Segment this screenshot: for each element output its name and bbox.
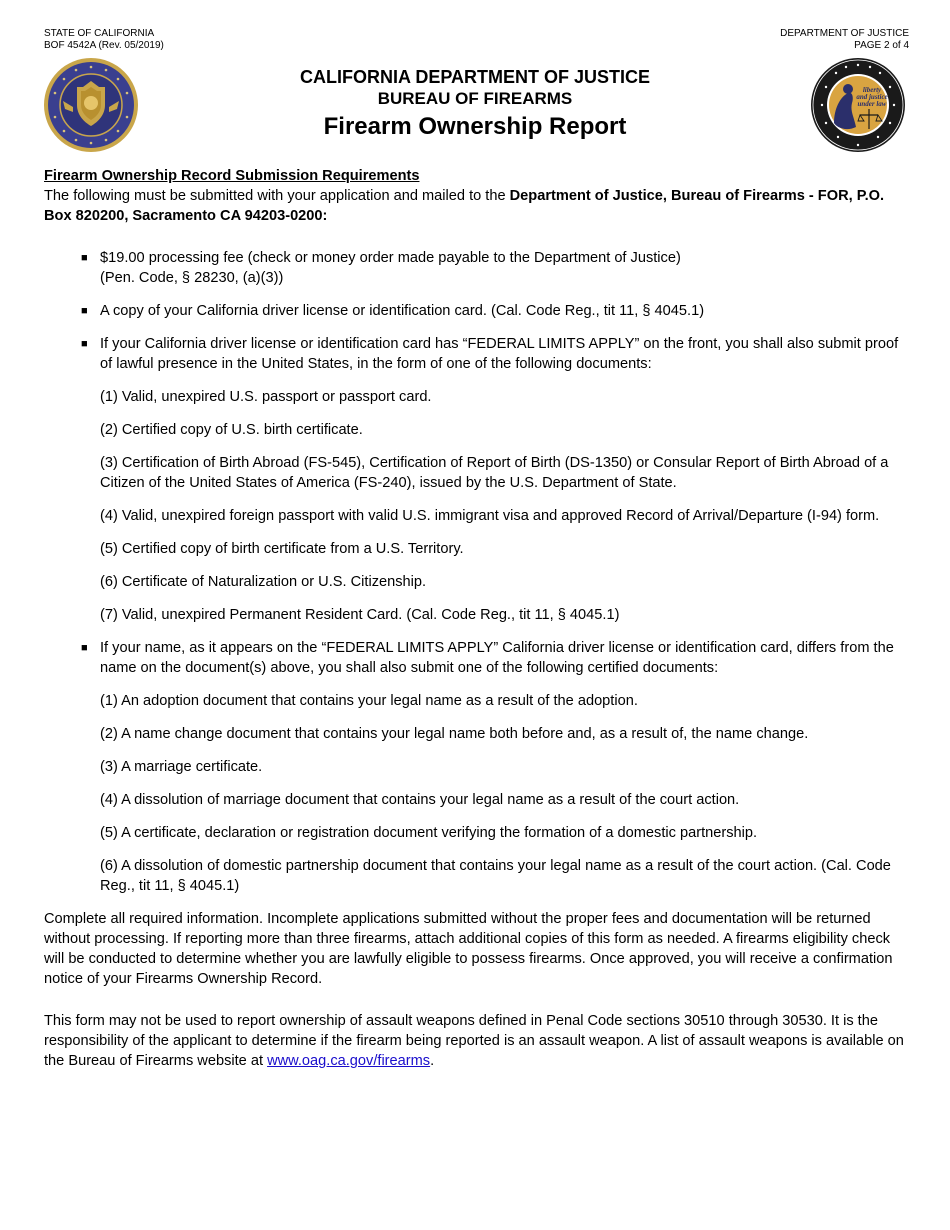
firearms-website-link[interactable]: www.oag.ca.gov/firearms (267, 1053, 431, 1069)
state-label: STATE OF CALIFORNIA (44, 28, 155, 39)
document-option: (7) Valid, unexpired Permanent Resident Card. (Cal. Code Reg., tit 11, § 4045.1) (100, 607, 620, 623)
assault-weapons-text: This form may not be used to report ownership of assault weapons defined in Penal Code sections 30510 through 30530. It is the responsibility of the applicant to determine if the firearm being reported is an assault weapon. A list of assault weapons is available on the Bureau of Firearms website at (44, 1013, 904, 1069)
form-title-block (200, 66, 750, 142)
assault-weapons-paragraph (44, 1011, 908, 1071)
intro-text: The following must be submitted with your application and mailed to the (44, 188, 510, 204)
certified-document-option: (1) An adoption document that contains your legal name as a result of the adoption. (100, 693, 638, 709)
instructions-paragraph: Complete all required information. Incomplete applications submitted without the proper fees and documentation will be returned without processing. If reporting more than three firearms, attach additional copies of this form as needed. A firearms eligibility check will be conducted to determine whether you are lawfully eligible to possess firearms. Once approved, you will receive a confirmation notice of your Firearms Ownership Record. (44, 911, 893, 987)
certified-document-option: (5) A certificate, declaration or registration document verifying the formation of a domestic partnership. (100, 825, 758, 841)
requirement-item (44, 334, 908, 625)
document-option: (5) Certified copy of birth certificate from a U.S. Territory. (100, 541, 464, 557)
document-option: (1) Valid, unexpired U.S. passport or passport card. (100, 389, 432, 405)
seal-motto-line1: liberty (862, 86, 882, 94)
doj-seal-icon (43, 57, 139, 153)
seal-motto-line3: under law (857, 100, 887, 108)
document-option: (2) Certified copy of U.S. birth certificate. (100, 422, 363, 438)
section-heading: Firearm Ownership Record Submission Requirements (44, 168, 420, 184)
certified-document-option: (4) A dissolution of marriage document that contains your legal name as a result of the court action. (100, 792, 740, 808)
intro-paragraph (44, 186, 908, 226)
requirement-fee-citation: (Pen. Code, § 28230, (a)(3)) (100, 270, 284, 286)
document-option: (4) Valid, unexpired foreign passport with valid U.S. immigrant visa and approved Record of Arrival/Departure (I-94) form. (100, 508, 880, 524)
bullet-square-icon: ■ (81, 642, 88, 654)
bullet-square-icon: ■ (81, 252, 88, 264)
form-number: BOF 4542A (Rev. 05/2019) (44, 40, 164, 51)
requirement-item (44, 301, 908, 321)
page-number: PAGE 2 of 4 (854, 40, 909, 51)
form-title: Firearm Ownership Report (323, 113, 627, 140)
page-info-block (780, 28, 909, 52)
bullet-square-icon: ■ (81, 305, 88, 317)
attorney-general-seal-icon (810, 57, 906, 153)
certified-document-option: (2) A name change document that contains your legal name both before and, as a result of, the name change. (100, 726, 809, 742)
requirement-item (44, 638, 908, 896)
certified-document-option: (6) A dissolution of domestic partnership document that contains your legal name as a result of the court action. (Cal. Code Reg., tit 11, § 4045.1) (100, 858, 891, 894)
requirement-item (44, 248, 908, 288)
period: . (430, 1053, 435, 1069)
certified-document-option: (3) A marriage certificate. (100, 759, 263, 775)
bullet-square-icon: ■ (81, 338, 88, 350)
mailing-address: Department of Justice, Bureau of Firearms - FOR, P.O. Box 820200, Sacramento CA 94203-0200: (44, 188, 885, 224)
bureau-title: BUREAU OF FIREARMS (377, 89, 573, 108)
requirement-lawful-presence: If your California driver license or identification card has “FEDERAL LIMITS APPLY” on the front, you shall also submit proof of lawful presence in the United States, in the form of one of the following documents: (100, 336, 899, 372)
requirements-content (44, 166, 908, 1071)
requirement-fee: $19.00 processing fee (check or money order made payable to the Department of Justice) (100, 250, 681, 266)
form-id-block (44, 28, 164, 52)
document-option: (6) Certificate of Naturalization or U.S. Citizenship. (100, 574, 427, 590)
agency-title: CALIFORNIA DEPARTMENT OF JUSTICE (300, 67, 650, 87)
department-label: DEPARTMENT OF JUSTICE (780, 28, 909, 39)
requirement-id-copy: A copy of your California driver license or identification card. (Cal. Code Reg., tit 11, § 4045.1) (100, 303, 705, 319)
requirements-list (44, 248, 908, 896)
requirement-name-change: If your name, as it appears on the “FEDERAL LIMITS APPLY” California driver license or identification card, differs from the name on the document(s) above, you shall also submit one of the following certified documents: (100, 640, 894, 676)
document-option: (3) Certification of Birth Abroad (FS-545), Certification of Report of Birth (DS-1350) or Consular Report of Birth Abroad of a Citizen of the United States of America (FS-240), issued by the U.S. Department of State. (100, 455, 889, 491)
seal-motto-line2: and justice (856, 93, 888, 101)
